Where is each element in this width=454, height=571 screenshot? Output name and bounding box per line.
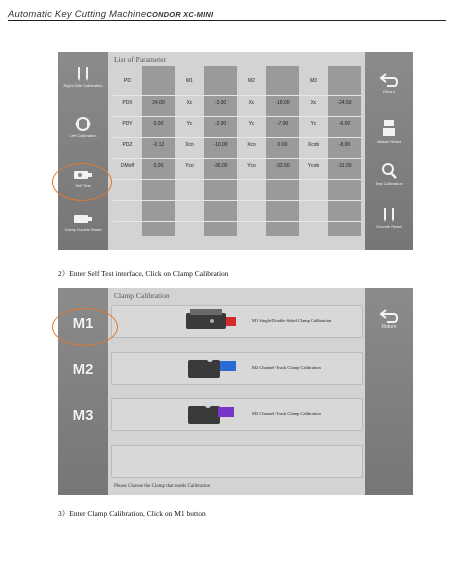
m1-highlight — [52, 308, 118, 346]
return-icon — [378, 308, 400, 324]
page-header — [8, 4, 446, 21]
right-calibration-button[interactable] — [58, 66, 108, 88]
table-cell: Xc — [310, 100, 317, 106]
header-model: CONDOR XC-MINI — [146, 10, 214, 19]
divider — [113, 179, 361, 180]
table-cell: PDY — [122, 121, 133, 127]
parameter-screen — [58, 52, 413, 250]
table-cell: 24.00 — [152, 100, 165, 106]
table-cell: 0.00 — [153, 163, 164, 169]
m1-clamp-desc: M1 Single/Double Sided Clamp Calibration — [252, 318, 332, 323]
table-cell: -7.00 — [276, 121, 289, 127]
right-sidebar — [365, 288, 413, 495]
table-cell: Xc — [248, 100, 255, 106]
sidebar-label: Test Calibration — [375, 181, 403, 186]
table-cell: 0.00 — [277, 142, 288, 148]
clamp-footer: Please Choose the Clamp that needs Calibration — [114, 484, 211, 489]
test-calibration-button[interactable] — [365, 162, 413, 186]
sidebar-label: Left Calibration — [69, 133, 97, 138]
right-sidebar — [365, 52, 413, 250]
m3-button[interactable] — [58, 395, 108, 435]
step-2-caption: 2）Enter Self Test interface, Click on Clamp Calibration — [58, 269, 229, 278]
divider — [113, 158, 361, 159]
sidebar-label: Clamp Double Reset — [64, 227, 102, 232]
m3-clamp-image — [182, 400, 242, 430]
column-shade — [142, 66, 175, 236]
table-cell: Yco — [185, 163, 194, 169]
sidebar-label: Right-Side Calibration — [63, 83, 103, 88]
return-button[interactable] — [365, 308, 413, 330]
key-pair-icon — [379, 207, 399, 223]
table-cell: Xco — [247, 142, 256, 148]
empty-clamp-row — [111, 445, 363, 478]
device-icon — [381, 118, 397, 138]
m1-clamp-row[interactable] — [111, 305, 363, 338]
divider — [113, 137, 361, 138]
column-shade — [328, 66, 361, 236]
divider — [113, 116, 361, 117]
divider — [113, 95, 361, 96]
table-cell: -32.00 — [275, 163, 290, 169]
m2-label: M2 — [72, 360, 94, 378]
sidebar-label: Master Reset — [377, 139, 401, 144]
table-cell: PDZ — [122, 142, 133, 148]
m2-button[interactable] — [58, 349, 108, 389]
sidebar-label: Self Test — [75, 183, 91, 188]
clamp-title: Clamp Calibration — [114, 291, 170, 300]
master-reset-button[interactable] — [365, 118, 413, 144]
left-sidebar — [58, 52, 108, 250]
table-cell: -3.00 — [214, 100, 227, 106]
table-cell: Yc — [248, 121, 255, 127]
table-cell: -31.00 — [337, 163, 352, 169]
divider — [113, 221, 361, 222]
table-cell: -8.00 — [338, 142, 351, 148]
divider — [113, 200, 361, 201]
sidebar-label: Return — [382, 89, 395, 94]
table-cell: Yc — [186, 121, 193, 127]
table-header: M3 — [310, 78, 317, 84]
return-icon — [378, 72, 400, 88]
clamp-reset-button[interactable] — [58, 212, 108, 232]
table-cell: -0.12 — [152, 142, 165, 148]
column-shade — [266, 66, 299, 236]
step-3-caption: 3）Enter Clamp Calibration, Click on M1 button — [58, 509, 206, 518]
clamp-icon — [72, 212, 94, 226]
m1-clamp-image — [182, 307, 242, 337]
column-shade — [204, 66, 237, 236]
m2-clamp-row[interactable] — [111, 352, 363, 385]
key-pair-icon — [73, 66, 93, 82]
table-cell: -24.50 — [337, 100, 352, 106]
table-cell: -36.00 — [213, 163, 228, 169]
m3-clamp-desc: M3 Channel-Track Clamp Calibration — [252, 411, 321, 416]
search-icon — [380, 162, 398, 180]
table-cell: -18.00 — [275, 100, 290, 106]
self-test-highlight — [52, 163, 112, 201]
rotate-arrows-icon — [72, 116, 94, 132]
table-cell: -6.00 — [338, 121, 351, 127]
table-cell: DMoff — [120, 163, 135, 169]
table-cell: 0.00 — [153, 121, 164, 127]
table-cell: Yco — [247, 163, 256, 169]
table-cell: -2.00 — [214, 121, 227, 127]
m2-clamp-image — [182, 354, 242, 384]
header-title: Automatic Key Cutting Machine — [8, 9, 147, 20]
m3-clamp-row[interactable] — [111, 398, 363, 431]
return-label: Return — [381, 324, 397, 330]
table-cell: -10.00 — [213, 142, 228, 148]
table-cell: Yc — [310, 121, 317, 127]
m1-label: M1 — [72, 314, 94, 332]
decode-reset-button[interactable] — [365, 207, 413, 229]
parameter-title: List of Parameter — [114, 55, 167, 64]
table-cell: PDX — [122, 100, 133, 106]
sidebar-label: Decode Reset — [376, 224, 402, 229]
table-cell: Xco — [185, 142, 194, 148]
table-header: M1 — [186, 78, 193, 84]
table-header: M2 — [248, 78, 255, 84]
m3-label: M3 — [72, 406, 94, 424]
parameter-table — [113, 66, 361, 236]
m2-clamp-desc: M2 Channel-Track Clamp Calibration — [252, 365, 321, 370]
return-button[interactable] — [365, 72, 413, 94]
table-cell: Ycob — [307, 163, 320, 169]
table-cell: Xcob — [307, 142, 320, 148]
left-calibration-button[interactable] — [58, 116, 108, 138]
table-header: PD — [124, 78, 131, 84]
table-cell: Xc — [186, 100, 193, 106]
